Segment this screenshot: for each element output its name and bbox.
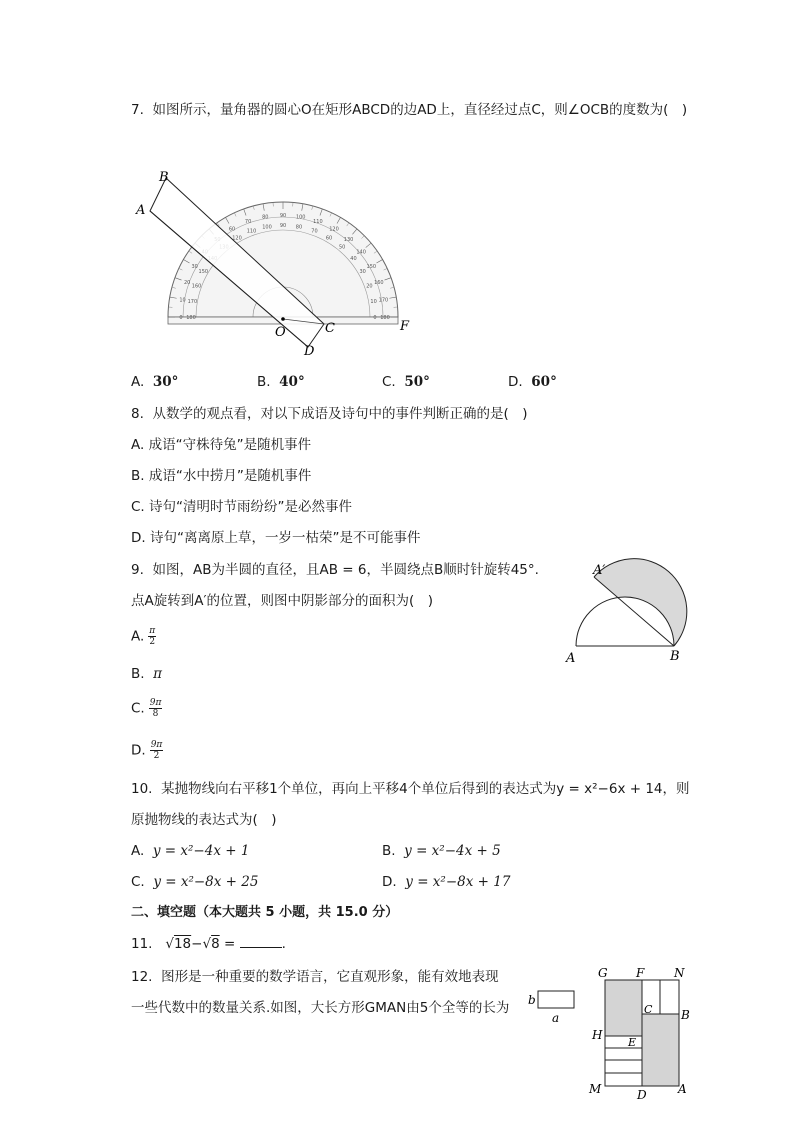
label-a-prime: A′ xyxy=(593,563,606,578)
label-c: C xyxy=(325,321,335,336)
degree-label-inner: 70 xyxy=(311,228,318,235)
q7-option-c[interactable]: C. 50° xyxy=(382,374,430,390)
q8-stem: 8. 从数学的观点看，对以下成语及诗句中的事件判断正确的是( ) xyxy=(131,406,528,422)
degree-label-inner: 30 xyxy=(359,269,366,275)
degree-label-outer: 110 xyxy=(313,219,323,226)
degree-label-inner: 60 xyxy=(325,235,333,242)
q8-option-a[interactable]: A. 成语“守株待兔”是随机事件 xyxy=(131,437,312,453)
gman-rectangle-figure xyxy=(585,962,700,1102)
label-d: D xyxy=(304,344,315,359)
label-e: E xyxy=(628,1036,637,1049)
degree-label-inner: 110 xyxy=(246,228,257,235)
q10-stem-line1: 10. 某抛物线向右平移1个单位，再向上平移4个单位后得到的表达式为y = x²−6x + 14，则 xyxy=(131,781,690,797)
answer-blank[interactable] xyxy=(240,933,282,948)
degree-label-inner: 0 xyxy=(373,315,377,321)
label-m: M xyxy=(589,1082,602,1096)
degree-label-outer: 120 xyxy=(329,226,339,233)
label-b: B xyxy=(681,1008,690,1022)
degree-label-inner: 80 xyxy=(295,224,303,231)
q8-option-c[interactable]: C. 诗句“清明时节雨纷纷”是必然事件 xyxy=(131,499,353,515)
q10-option-a[interactable]: A. y = x²−4x + 1 xyxy=(131,843,250,859)
degree-label-inner: 180 xyxy=(186,315,196,321)
degree-label-outer: 0 xyxy=(179,315,183,321)
degree-label-inner: 40 xyxy=(350,255,357,262)
label-g: G xyxy=(598,966,608,980)
degree-label-inner: 120 xyxy=(232,235,242,242)
degree-label-outer: 90 xyxy=(279,213,287,219)
label-d: D xyxy=(637,1088,647,1102)
degree-label-outer: 20 xyxy=(183,280,191,287)
section-heading: 二、填空题（本大题共 5 小题，共 15.0 分） xyxy=(131,905,399,920)
degree-label-outer: 60 xyxy=(228,226,236,233)
degree-label-inner: 50 xyxy=(338,244,346,251)
degree-label-outer: 150 xyxy=(366,264,377,270)
degree-label-inner: 100 xyxy=(262,224,272,231)
degree-label-inner: 10 xyxy=(370,299,377,306)
small-rect-figure xyxy=(525,988,580,1026)
label-b: B xyxy=(159,170,169,185)
q8-option-b[interactable]: B. 成语“水中捞月”是随机事件 xyxy=(131,468,312,484)
degree-label-inner: 90 xyxy=(279,223,287,229)
label-b: b xyxy=(528,993,536,1007)
q10-stem-line2: 原抛物线的表达式为( ) xyxy=(131,812,277,828)
label-b: B xyxy=(670,649,680,664)
q10-option-c[interactable]: C. y = x²−8x + 25 xyxy=(131,874,259,890)
q12-line1: 12. 图形是一种重要的数学语言，它直观形象，能有效地表现 xyxy=(131,969,499,985)
degree-label-inner: 160 xyxy=(191,283,202,290)
q9-option-c[interactable]: C. $\frac{9\pi}{8}$ xyxy=(131,698,162,719)
center-point-o xyxy=(281,317,285,321)
q9-stem-line2: 点A旋转到A′的位置，则图中阴影部分的面积为( ) xyxy=(131,593,434,609)
label-h: H xyxy=(592,1028,603,1042)
label-o: O xyxy=(275,325,286,340)
label-a: A xyxy=(136,203,146,218)
q9-option-b[interactable]: B. π xyxy=(131,666,163,682)
degree-label-outer: 130 xyxy=(343,236,354,243)
label-f: F xyxy=(636,966,645,980)
label-n: N xyxy=(674,966,685,980)
rotated-semicircle-figure xyxy=(560,560,700,670)
q10-option-b[interactable]: B. y = x²−4x + 5 xyxy=(382,843,501,859)
degree-label-outer: 80 xyxy=(262,214,269,221)
q11-stem: 11. √18−√8 = . xyxy=(131,933,286,954)
degree-label-outer: 170 xyxy=(378,297,389,304)
degree-label-inner: 150 xyxy=(198,269,209,275)
degree-label-outer: 160 xyxy=(374,280,384,287)
q7-option-a[interactable]: A. 30° xyxy=(131,374,179,390)
q9-stem-line1: 9. 如图，AB为半圆的直径，且AB = 6，半圆绕点B顺时针旋转45°. xyxy=(131,562,539,578)
degree-label-outer: 10 xyxy=(179,297,186,304)
degree-label-outer: 30 xyxy=(191,264,198,270)
degree-label-outer: 70 xyxy=(244,219,252,226)
degree-label-inner: 20 xyxy=(366,283,373,290)
q9-option-a[interactable]: A. $\frac{\pi}{2}$ xyxy=(131,626,156,647)
protractor-figure xyxy=(128,164,428,364)
label-a: A xyxy=(566,651,576,666)
q12-line2: 一些代数中的数量关系.如图，大长方形GMAN由5个全等的长为 xyxy=(131,1000,510,1016)
degree-label-outer: 180 xyxy=(380,315,390,321)
q7-option-b[interactable]: B. 40° xyxy=(257,374,305,390)
q9-option-d[interactable]: D. $\frac{9\pi}{2}$ xyxy=(131,740,163,761)
degree-label-inner: 170 xyxy=(187,299,198,306)
label-f: F xyxy=(400,319,410,334)
q10-option-d[interactable]: D. y = x²−8x + 17 xyxy=(382,874,511,890)
label-c: C xyxy=(644,1003,653,1016)
label-a: A xyxy=(678,1082,687,1096)
q8-option-d[interactable]: D. 诗句“离离原上草，一岁一枯荣”是不可能事件 xyxy=(131,530,421,546)
degree-label-outer: 100 xyxy=(295,214,306,221)
degree-label-outer: 140 xyxy=(356,249,366,256)
q7-stem: 7. 如图所示，量角器的圆心O在矩形ABCD的边AD上，直径经过点C，则∠OCB的度数为( ) xyxy=(131,102,688,118)
label-a: a xyxy=(552,1011,560,1025)
q7-option-d[interactable]: D. 60° xyxy=(508,374,557,390)
